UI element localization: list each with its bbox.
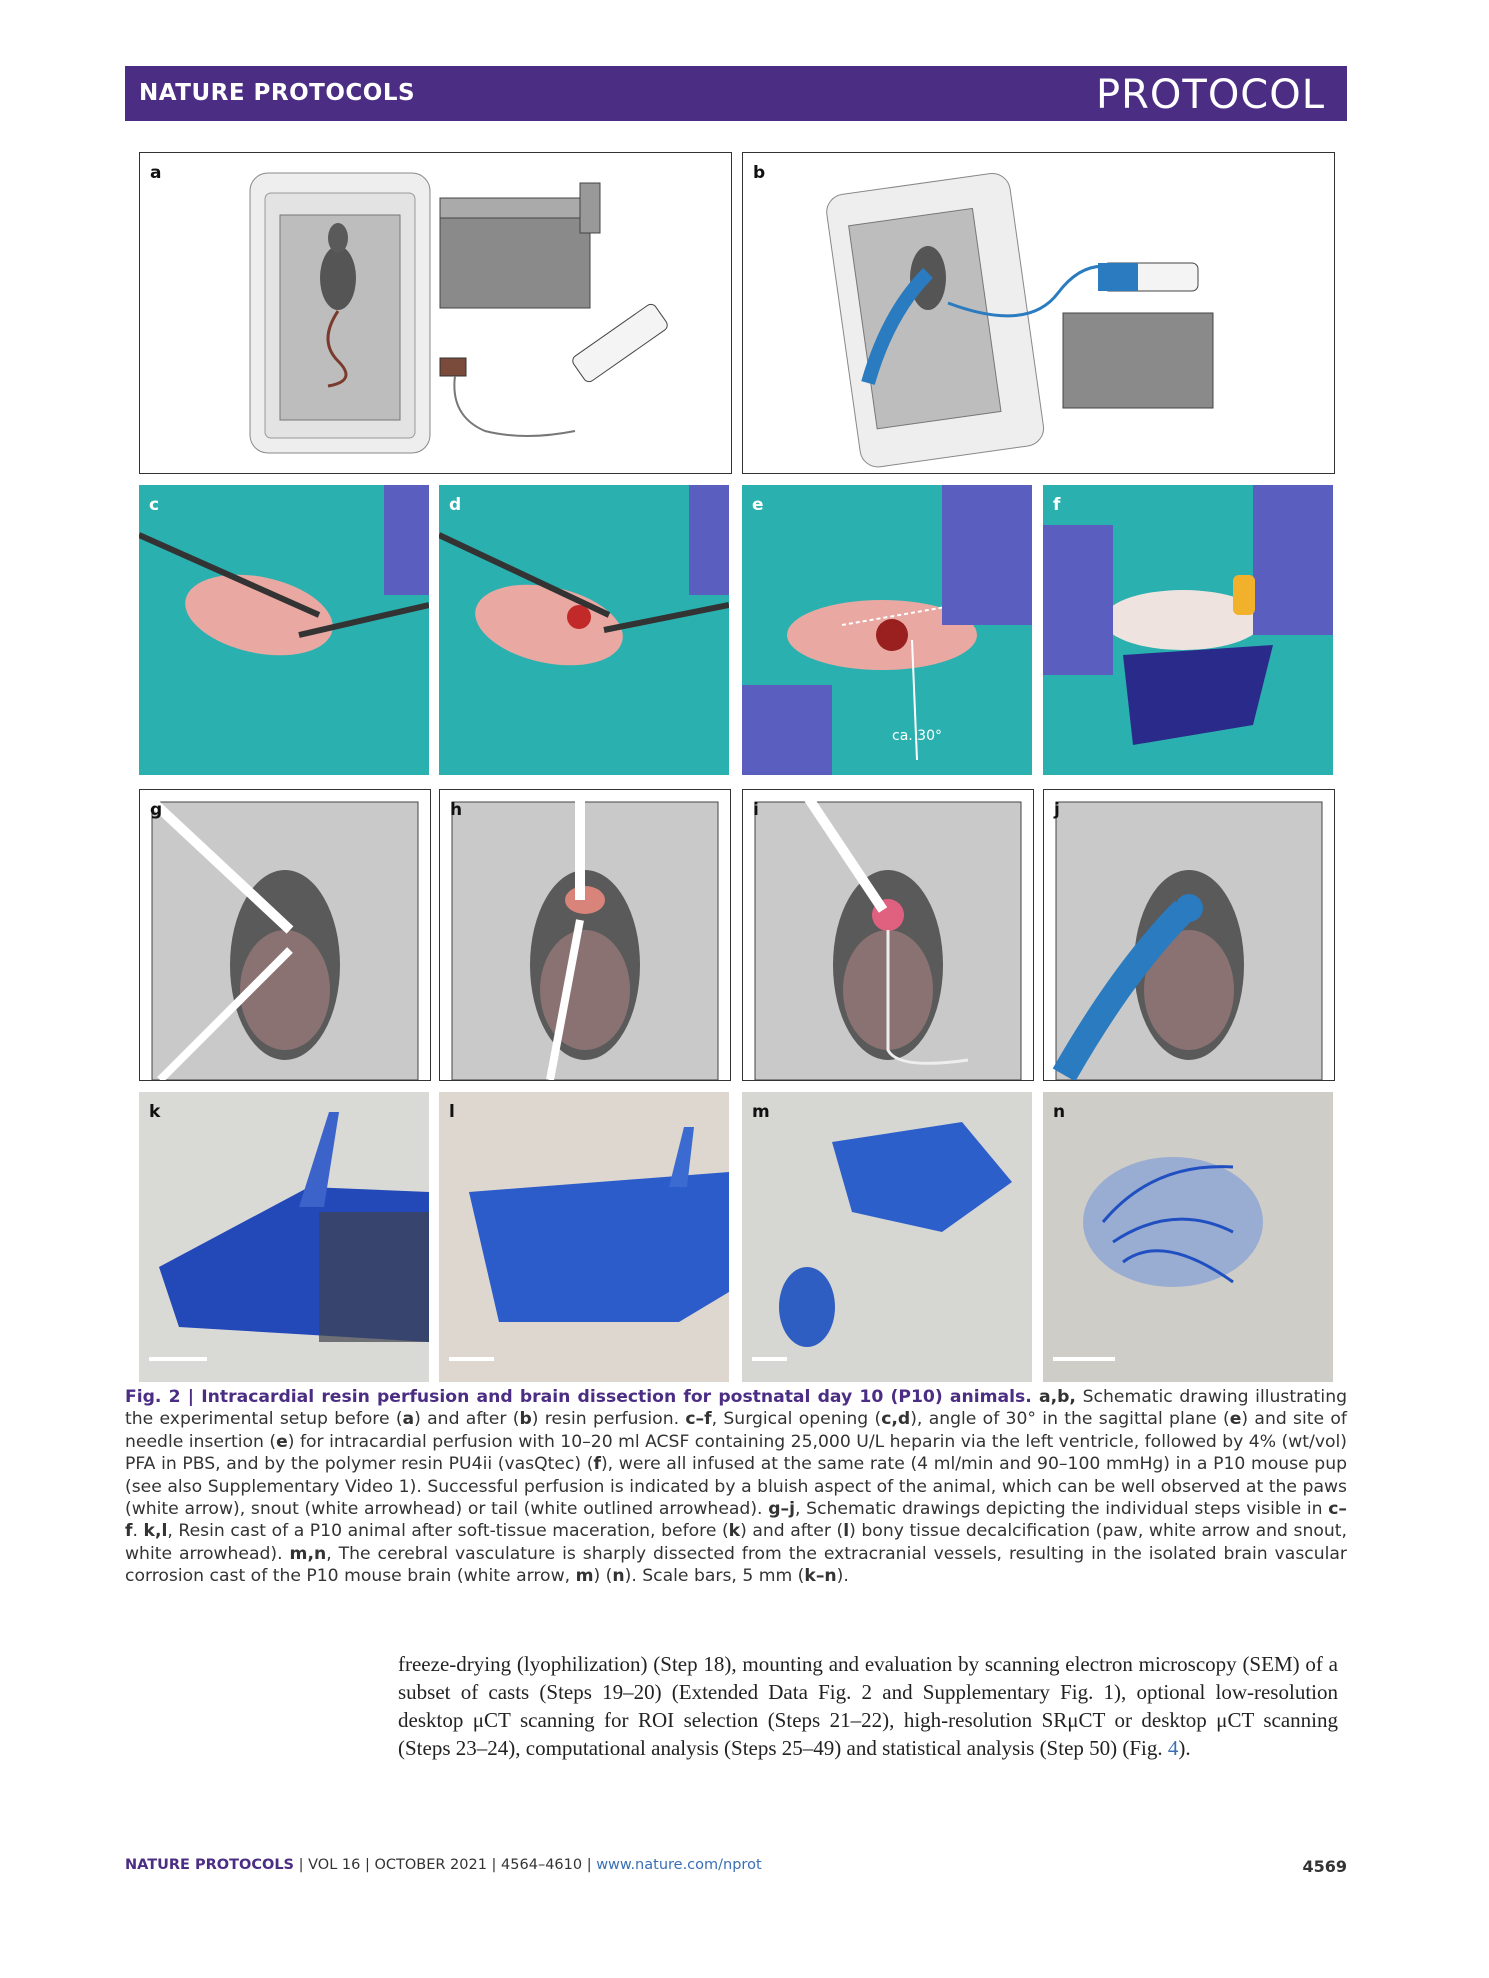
footer-journal: NATURE PROTOCOLS [125,1857,295,1873]
caption-text: e [276,1431,288,1452]
setup-after-schematic [743,153,1334,473]
figure-caption [125,1386,1347,1588]
panel-h [439,789,731,1081]
brain-cast-photo-n [1043,1092,1333,1382]
caption-text: g–j [768,1499,796,1520]
surgery-photo-d [439,485,729,775]
caption-text: ) ( [593,1566,613,1587]
surgery-photo-e [742,485,1032,775]
panel-n [1043,1092,1333,1382]
panel-k [139,1092,429,1382]
article-type: PROTOCOL [1095,72,1325,118]
panel-l [439,1092,729,1382]
dissection-photo-m [742,1092,1032,1382]
caption-text: c–f [125,1499,1347,1542]
panel-label: h [450,800,463,820]
schematic-step-i [743,790,1033,1080]
setup-before-schematic [140,153,731,473]
resin-cast-photo-k [139,1092,429,1382]
panel-label: c [149,495,160,515]
angle-annotation: ca. 30° [892,728,942,744]
caption-text: c,d [881,1409,911,1430]
journal-header-bar [125,66,1347,121]
caption-text: k [728,1521,741,1542]
caption-title: Fig. 2 | Intracardial resin perfusion and brain dissection for postnatal day 10 (P10) animals. [125,1387,1032,1407]
panel-label: a [150,163,162,183]
panel-label: g [150,800,163,820]
panel-label: f [1053,495,1061,515]
caption-text: m,n [289,1543,327,1564]
caption-text: ) and site of needle insertion ( [125,1409,1347,1452]
panel-d [439,485,729,775]
caption-text: ) for intracardial perfusion with 10–20 ml ACSF containing 25,000 U/L heparin via the left ventricle, followed by 4% (wt/vol) PFA in PBS, and by the polymer resin PU4ii (vasQtec) ( [125,1431,1347,1475]
caption-text: l [843,1521,850,1542]
surgery-photo-f [1043,485,1333,775]
panel-label: i [753,800,759,820]
body-paragraph [398,1650,1338,1762]
journal-name: NATURE PROTOCOLS [139,80,416,106]
caption-text: b [519,1409,532,1430]
caption-text: c–f [685,1409,712,1430]
caption-text: ). Scale bars, 5 mm ( [624,1566,805,1587]
schematic-step-h [440,790,730,1080]
caption-text: n [612,1566,625,1587]
caption-text: k,l [143,1521,168,1542]
panel-f [1043,485,1333,775]
panel-j [1043,789,1335,1081]
caption-text: ) and after ( [414,1409,520,1430]
body-text-before: freeze-drying (lyophilization) (Step 18), mounting and evaluation by scanning electron microscopy (SEM) of a subset of casts (Steps 19–20) (Extended Data Fig. 2 and Supplementary Fig. 1), optional low-resolution desktop μCT scanning for ROI selection (Steps 21–22), high-resolution SRμCT or desktop μCT scanning (Steps 23–24), computational analysis (Steps 25–49) and statistical analysis (Step 50) (Fig. [398,1652,1338,1760]
caption-text: , Resin cast of a P10 animal after soft-tissue maceration, before ( [167,1521,729,1542]
caption-text: ) resin perfusion. [531,1409,686,1430]
caption-text: m [575,1566,594,1587]
panel-label: n [1053,1102,1066,1122]
schematic-step-j [1044,790,1334,1080]
caption-text: , Surgical opening ( [711,1409,882,1430]
resin-cast-photo-l [439,1092,729,1382]
caption-text: . [132,1521,144,1542]
caption-text: ). [836,1566,849,1587]
panel-e [742,485,1032,775]
caption-text: f [593,1454,601,1475]
caption-text: ), were all infused at the same rate (4 ml/min and 90–100 mmHg) in a P10 mouse pup (see also Supplementary Video 1). Successful perfusion is indicated by a bluish aspect of the animal, which can be well observed at the paws (white arrow), snout (white arrowhead) or tail (white outlined arrowhead). [125,1454,1347,1520]
caption-text: a,b, [1031,1387,1076,1407]
page-number: 4569 [1302,1857,1347,1876]
panel-m [742,1092,1032,1382]
panel-label: d [449,495,462,515]
footer-url-link[interactable]: www.nature.com/nprot [596,1857,762,1873]
panel-g [139,789,431,1081]
body-text-after: ). [1178,1736,1191,1760]
panel-label: b [753,163,766,183]
panel-label: e [752,495,764,515]
figure-4-link[interactable]: 4 [1167,1736,1179,1760]
panel-c [139,485,429,775]
caption-text: ), angle of 30° in the sagittal plane ( [910,1409,1230,1430]
caption-text: k–n [804,1566,837,1587]
caption-text: ) and after ( [740,1521,844,1542]
caption-text: a [402,1409,415,1430]
caption-text: e [1229,1409,1242,1430]
page-footer [125,1857,1347,1876]
caption-text: , Schematic drawings depicting the individual steps visible in [795,1499,1329,1520]
footer-details: | VOL 16 | OCTOBER 2021 | 4564–4610 | [294,1857,597,1873]
caption-text: , The cerebral vasculature is sharply dissected from the extracranial vessels, resulting in the isolated brain vascular corrosion cast of the P10 mouse brain (white arrow, [125,1543,1347,1587]
panel-b [742,152,1335,474]
panel-label: m [752,1102,770,1122]
panel-label: k [149,1102,161,1122]
panel-i [742,789,1034,1081]
schematic-step-g [140,790,430,1080]
panel-a [139,152,732,474]
caption-text: ) bony tissue decalcification (paw, white arrow and snout, white arrowhead). [125,1521,1347,1564]
panel-label: l [449,1102,455,1122]
caption-text: Schematic drawing illustrating the experimental setup before ( [125,1387,1348,1430]
surgery-photo-c [139,485,429,775]
panel-label: j [1054,800,1060,820]
